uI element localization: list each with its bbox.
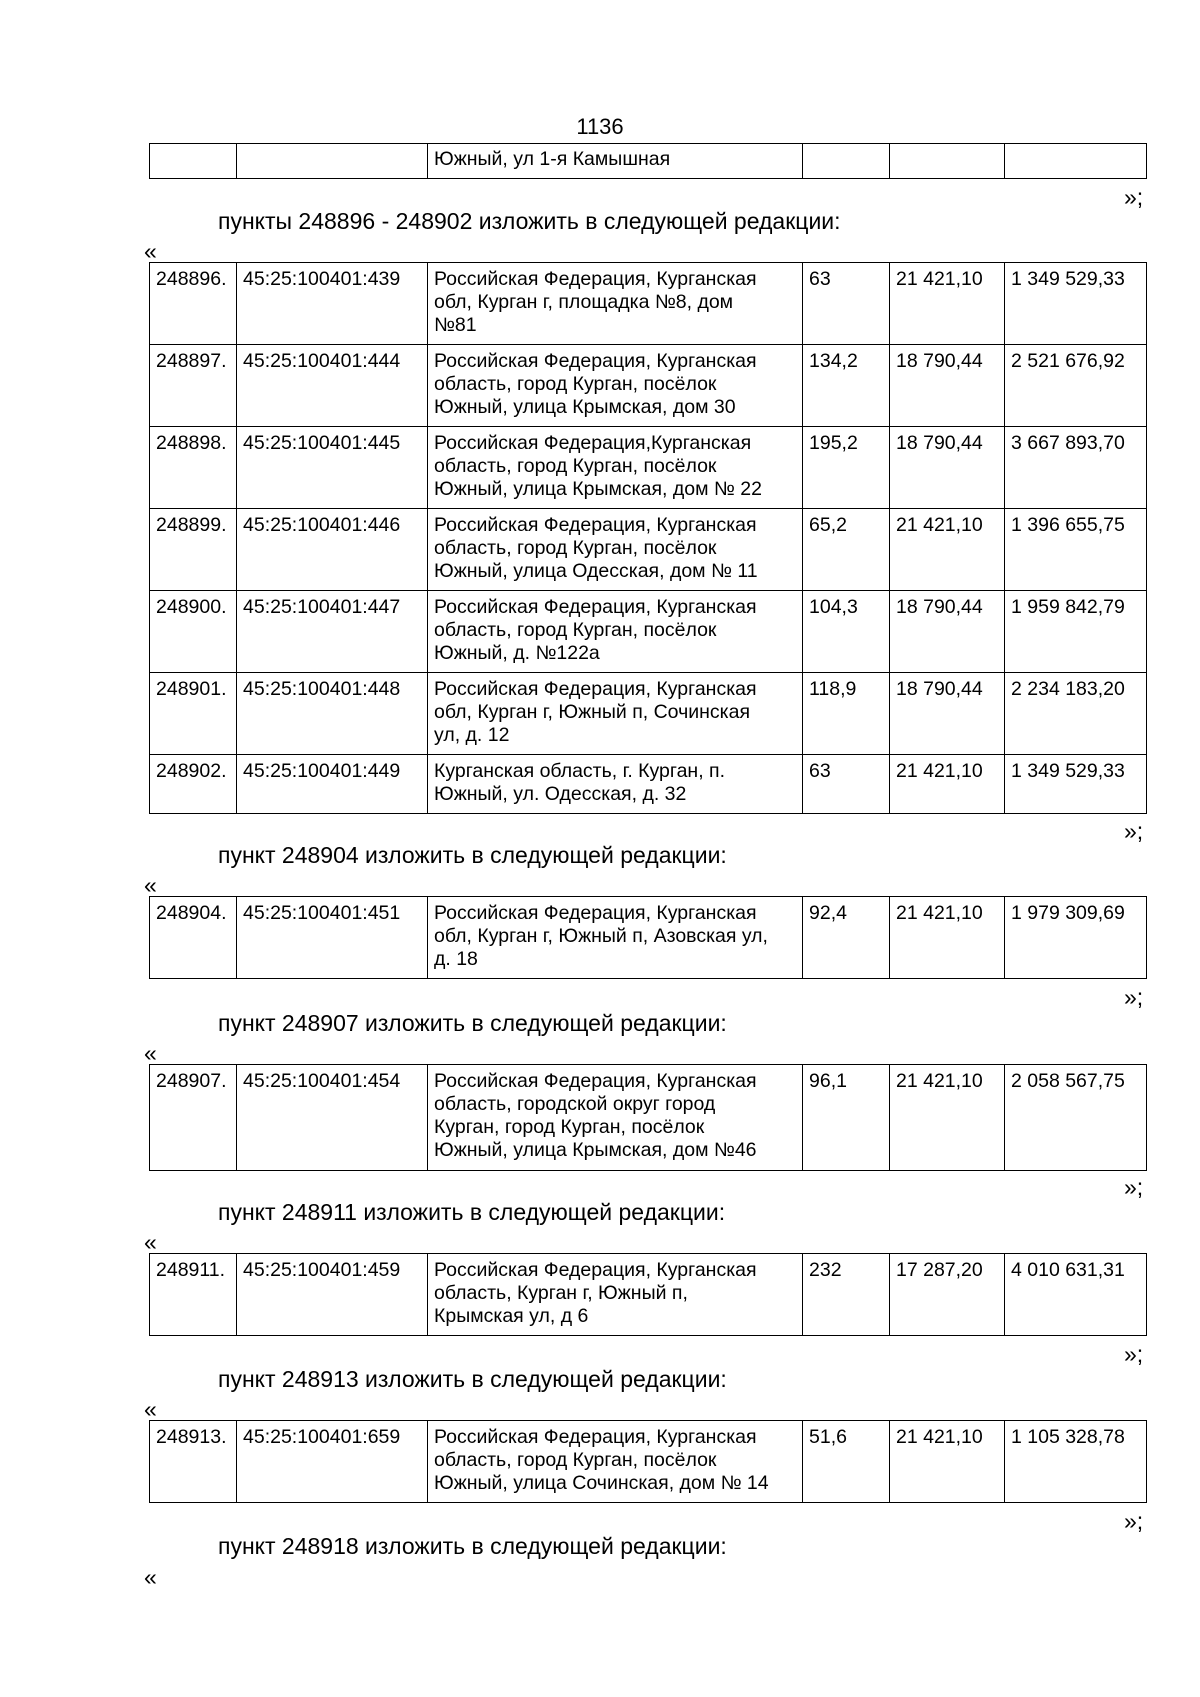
cadastral-table — [149, 1064, 1147, 1171]
closing-quote: »; — [1124, 818, 1144, 844]
cell-address: Курганская область, г. Курган, п. Южный, ул. Одесская, д. 32 — [428, 755, 803, 814]
cell-value: 2 521 676,92 — [1005, 345, 1147, 427]
opening-quote: « — [144, 872, 157, 898]
cell-area: 92,4 — [803, 897, 890, 979]
cell-number: 248907. — [150, 1065, 237, 1171]
cadastral-table — [149, 896, 1147, 979]
cell-area: 232 — [803, 1254, 890, 1336]
table-row — [150, 427, 1147, 509]
table-row — [150, 263, 1147, 345]
cell-value: 2 234 183,20 — [1005, 673, 1147, 755]
cell-number: 248911. — [150, 1254, 237, 1336]
cell-rate: 17 287,20 — [890, 1254, 1005, 1336]
table-row — [150, 755, 1147, 814]
cell-rate: 21 421,10 — [890, 263, 1005, 345]
cell-value: 4 010 631,31 — [1005, 1254, 1147, 1336]
cell-area: 65,2 — [803, 509, 890, 591]
cell-rate: 21 421,10 — [890, 897, 1005, 979]
cell-cadastral — [237, 144, 428, 179]
page-number: 1136 — [576, 114, 624, 139]
cell-cadastral: 45:25:100401:454 — [237, 1065, 428, 1171]
opening-quote: « — [144, 1229, 157, 1255]
cell-cadastral: 45:25:100401:447 — [237, 591, 428, 673]
amendment-instruction: пункт 248913 изложить в следующей редакции: — [218, 1366, 727, 1392]
table-row — [150, 144, 1147, 179]
cell-value: 1 959 842,79 — [1005, 591, 1147, 673]
opening-quote: « — [144, 1396, 157, 1422]
cell-rate: 18 790,44 — [890, 673, 1005, 755]
cell-number: 248902. — [150, 755, 237, 814]
cell-value: 3 667 893,70 — [1005, 427, 1147, 509]
opening-quote: « — [144, 1564, 157, 1590]
cell-number: 248901. — [150, 673, 237, 755]
cell-address: Российская Федерация, Курганская обл, Курган г, площадка №8, дом №81 — [428, 263, 803, 345]
cell-address: Российская Федерация, Курганская область, город Курган, посёлок Южный, улица Крымская, дом 30 — [428, 345, 803, 427]
cell-number: 248897. — [150, 345, 237, 427]
table-row — [150, 509, 1147, 591]
table-row — [150, 345, 1147, 427]
cell-area: 63 — [803, 263, 890, 345]
cell-rate: 18 790,44 — [890, 591, 1005, 673]
cadastral-table — [149, 262, 1147, 814]
cell-number — [150, 144, 237, 179]
amendment-instruction: пункт 248904 изложить в следующей редакции: — [218, 842, 727, 868]
cell-number: 248900. — [150, 591, 237, 673]
cell-cadastral: 45:25:100401:444 — [237, 345, 428, 427]
cell-address: Российская Федерация, Курганская обл, Курган г, Южный п, Сочинская ул, д. 12 — [428, 673, 803, 755]
cell-address: Российская Федерация, Курганская область, город Курган, посёлок Южный, улица Одесская, дом № 11 — [428, 509, 803, 591]
cell-rate: 18 790,44 — [890, 345, 1005, 427]
cell-address: Российская Федерация, Курганская область, Курган г, Южный п, Крымская ул, д 6 — [428, 1254, 803, 1336]
cell-rate: 18 790,44 — [890, 427, 1005, 509]
cell-area: 96,1 — [803, 1065, 890, 1171]
cell-value — [1005, 144, 1147, 179]
cell-cadastral: 45:25:100401:451 — [237, 897, 428, 979]
cell-area: 195,2 — [803, 427, 890, 509]
closing-quote: »; — [1124, 1341, 1144, 1367]
cadastral-table — [149, 1253, 1147, 1336]
closing-quote: »; — [1124, 1174, 1144, 1200]
cell-area: 63 — [803, 755, 890, 814]
cell-rate: 21 421,10 — [890, 755, 1005, 814]
cell-value: 1 349 529,33 — [1005, 755, 1147, 814]
cell-number: 248896. — [150, 263, 237, 345]
continuation-table — [149, 143, 1147, 179]
cell-value: 1 349 529,33 — [1005, 263, 1147, 345]
cell-address: Российская Федерация,Курганская область, город Курган, посёлок Южный, улица Крымская, дом № 22 — [428, 427, 803, 509]
cell-cadastral: 45:25:100401:446 — [237, 509, 428, 591]
cell-rate — [890, 144, 1005, 179]
cadastral-table — [149, 1420, 1147, 1503]
cell-address: Российская Федерация, Курганская обл, Курган г, Южный п, Азовская ул, д. 18 — [428, 897, 803, 979]
opening-quote: « — [144, 238, 157, 264]
closing-quote: »; — [1124, 1508, 1144, 1534]
cell-address: Российская Федерация, Курганская область, город Курган, посёлок Южный, улица Сочинская, дом № 14 — [428, 1421, 803, 1503]
table-row — [150, 591, 1147, 673]
cell-rate: 21 421,10 — [890, 1421, 1005, 1503]
cell-area: 134,2 — [803, 345, 890, 427]
cell-number: 248913. — [150, 1421, 237, 1503]
amendment-instruction: пункт 248907 изложить в следующей редакции: — [218, 1010, 727, 1036]
cell-cadastral: 45:25:100401:449 — [237, 755, 428, 814]
cell-value: 1 105 328,78 — [1005, 1421, 1147, 1503]
closing-quote: »; — [1124, 984, 1144, 1010]
table-row — [150, 1421, 1147, 1503]
cell-area: 118,9 — [803, 673, 890, 755]
cell-rate: 21 421,10 — [890, 509, 1005, 591]
closing-quote: »; — [1124, 184, 1144, 210]
table-row — [150, 1065, 1147, 1171]
cell-area: 104,3 — [803, 591, 890, 673]
cell-address: Российская Федерация, Курганская область, городской округ город Курган, город Курган, посёлок Южный, улица Крымская, дом №46 — [428, 1065, 803, 1171]
cell-cadastral: 45:25:100401:659 — [237, 1421, 428, 1503]
table-row — [150, 897, 1147, 979]
cell-cadastral: 45:25:100401:445 — [237, 427, 428, 509]
amendment-instruction: пункт 248918 изложить в следующей редакции: — [218, 1533, 727, 1559]
cell-value: 1 979 309,69 — [1005, 897, 1147, 979]
cell-number: 248899. — [150, 509, 237, 591]
cell-number: 248898. — [150, 427, 237, 509]
cell-number: 248904. — [150, 897, 237, 979]
amendment-instruction: пункт 248911 изложить в следующей редакции: — [218, 1199, 726, 1225]
cell-rate: 21 421,10 — [890, 1065, 1005, 1171]
table-row — [150, 673, 1147, 755]
cell-cadastral: 45:25:100401:448 — [237, 673, 428, 755]
cell-area — [803, 144, 890, 179]
cell-cadastral: 45:25:100401:439 — [237, 263, 428, 345]
cell-cadastral: 45:25:100401:459 — [237, 1254, 428, 1336]
cell-value: 1 396 655,75 — [1005, 509, 1147, 591]
amendment-instruction: пункты 248896 - 248902 изложить в следующей редакции: — [218, 208, 841, 234]
cell-value: 2 058 567,75 — [1005, 1065, 1147, 1171]
cell-address: Южный, ул 1-я Камышная — [428, 144, 803, 179]
cell-address: Российская Федерация, Курганская область, город Курган, посёлок Южный, д. №122а — [428, 591, 803, 673]
table-row — [150, 1254, 1147, 1336]
cell-area: 51,6 — [803, 1421, 890, 1503]
opening-quote: « — [144, 1040, 157, 1066]
